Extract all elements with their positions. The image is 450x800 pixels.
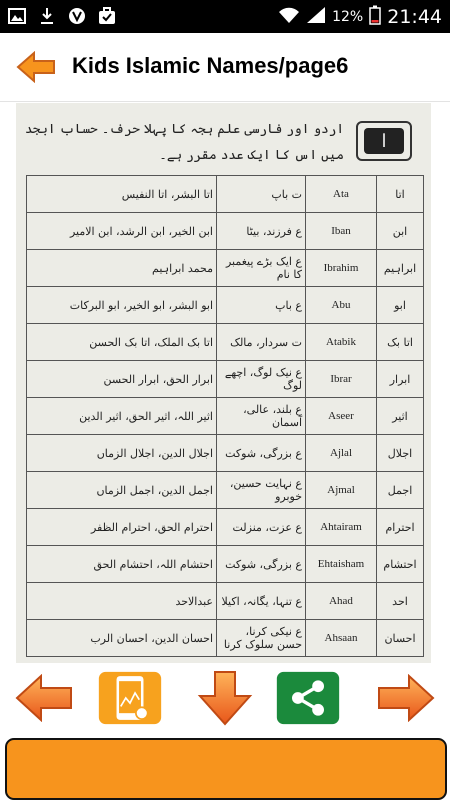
meaning-cell: ع باپ — [217, 287, 306, 324]
names-table — [26, 175, 424, 657]
meaning-cell: ع بزرگی، شوکت — [217, 435, 306, 472]
urdu-name-cell: اتا — [377, 176, 424, 213]
table-row — [27, 324, 424, 361]
urdu-name-cell: اجلال — [377, 435, 424, 472]
related-names-cell: ابرار الحق، ابرار الحسن — [27, 361, 217, 398]
urdu-name-cell: احسان — [377, 620, 424, 657]
related-names-cell: عبدالاحد — [27, 583, 217, 620]
related-names-cell: اثیر اللہ، اثیر الحق، اثیر الدین — [27, 398, 217, 435]
urdu-name-cell: احتشام — [377, 546, 424, 583]
share-icon — [276, 666, 340, 730]
clock: 21:44 — [387, 6, 442, 28]
meaning-cell: ع نیکی کرنا، حسن سلوک کرنا — [217, 620, 306, 657]
english-name-cell: Ajmal — [306, 472, 377, 509]
urdu-name-cell: ابو — [377, 287, 424, 324]
arrow-left-icon — [15, 674, 73, 722]
meaning-cell: ع عزت، منزلت — [217, 509, 306, 546]
related-names-cell: محمد ابراہیم — [27, 250, 217, 287]
meaning-cell: ت باپ — [217, 176, 306, 213]
meaning-cell: ع بلند، عالی، آسمان — [217, 398, 306, 435]
urdu-name-cell: ابرار — [377, 361, 424, 398]
related-names-cell: اجلال الدین، اجلال الزماں — [27, 435, 217, 472]
signal-icon — [306, 6, 326, 28]
table-row — [27, 213, 424, 250]
related-names-cell: اتا بک الملک، اتا بک الحسن — [27, 324, 217, 361]
arrow-left-icon — [16, 51, 56, 83]
english-name-cell: Ahad — [306, 583, 377, 620]
urdu-name-cell: اتا بک — [377, 324, 424, 361]
english-name-cell: Atabik — [306, 324, 377, 361]
urdu-name-cell: احد — [377, 583, 424, 620]
table-row — [27, 361, 424, 398]
related-names-cell: اجمل الدین، اجمل الزماں — [27, 472, 217, 509]
related-names-cell: احترام الحق، احترام الظفر — [27, 509, 217, 546]
image-icon — [8, 7, 26, 25]
page-title: Kids Islamic Names/page6 — [72, 53, 349, 78]
table-row — [27, 250, 424, 287]
shield-v-icon — [68, 7, 86, 25]
arrow-down-icon — [196, 670, 254, 726]
battery-icon — [369, 5, 381, 29]
english-name-cell: Ahsaan — [306, 620, 377, 657]
related-names-cell: ابن الخیر، ابن الرشد، ابن الامیر — [27, 213, 217, 250]
table-row — [27, 583, 424, 620]
english-name-cell: Ibrar — [306, 361, 377, 398]
related-names-cell: ابو البشر، ابو الخیر، ابو البرکات — [27, 287, 217, 324]
meaning-cell: ع ایک بڑے پیغمبر کا نام — [217, 250, 306, 287]
share-button[interactable] — [276, 668, 340, 728]
english-name-cell: Ehtaisham — [306, 546, 377, 583]
bottom-toolbar — [0, 664, 450, 732]
meaning-cell: ت سردار، مالک — [217, 324, 306, 361]
next-page-button[interactable] — [374, 668, 438, 728]
meaning-cell: ع نیک لوگ، اچھے لوگ — [217, 361, 306, 398]
table-row — [27, 398, 424, 435]
meaning-cell: ع فرزند، بیٹا — [217, 213, 306, 250]
english-name-cell: Ahtairam — [306, 509, 377, 546]
briefcase-check-icon — [98, 7, 116, 25]
table-row — [27, 176, 424, 213]
english-name-cell: Aseer — [306, 398, 377, 435]
table-row — [27, 546, 424, 583]
urdu-name-cell: ابراہیم — [377, 250, 424, 287]
related-names-cell: احسان الدین، احسان الرب — [27, 620, 217, 657]
previous-page-button[interactable] — [12, 668, 76, 728]
scanned-page — [16, 103, 431, 663]
app-bar — [0, 33, 450, 102]
badge-letter: ا — [364, 128, 404, 154]
urdu-name-cell: اثیر — [377, 398, 424, 435]
table-row — [27, 435, 424, 472]
english-name-cell: Ibrahim — [306, 250, 377, 287]
english-name-cell: Ata — [306, 176, 377, 213]
english-name-cell: Iban — [306, 213, 377, 250]
phone-settings-icon — [98, 666, 162, 730]
arrow-right-icon — [377, 674, 435, 722]
back-button[interactable] — [16, 51, 56, 83]
intro-text: اردو اور فارسی علم ہجہ کا پہلا حرف۔ حساب ابجد میں اس کا ایک عدد مقرر ہے۔ — [24, 122, 344, 163]
intro-section — [24, 113, 418, 173]
table-row — [27, 620, 424, 657]
meaning-cell: ع نہایت حسین، خوبرو — [217, 472, 306, 509]
wifi-icon — [278, 6, 300, 28]
battery-percent: 12% — [332, 9, 364, 25]
table-row — [27, 472, 424, 509]
urdu-name-cell: ابن — [377, 213, 424, 250]
section-badge — [356, 121, 412, 161]
english-name-cell: Abu — [306, 287, 377, 324]
urdu-name-cell: اجمل — [377, 472, 424, 509]
table-row — [27, 509, 424, 546]
download-button[interactable] — [193, 668, 257, 728]
status-bar — [0, 0, 450, 33]
urdu-name-cell: احترام — [377, 509, 424, 546]
ad-banner[interactable] — [5, 738, 447, 800]
meaning-cell: ع بزرگی، شوکت — [217, 546, 306, 583]
download-icon — [38, 7, 56, 25]
table-row — [27, 287, 424, 324]
related-names-cell: اتا البشر، اتا النفیس — [27, 176, 217, 213]
phone-settings-button[interactable] — [98, 668, 162, 728]
meaning-cell: ع تنہا، یگانہ، اکیلا — [217, 583, 306, 620]
related-names-cell: احتشام اللہ، احتشام الحق — [27, 546, 217, 583]
english-name-cell: Ajlal — [306, 435, 377, 472]
